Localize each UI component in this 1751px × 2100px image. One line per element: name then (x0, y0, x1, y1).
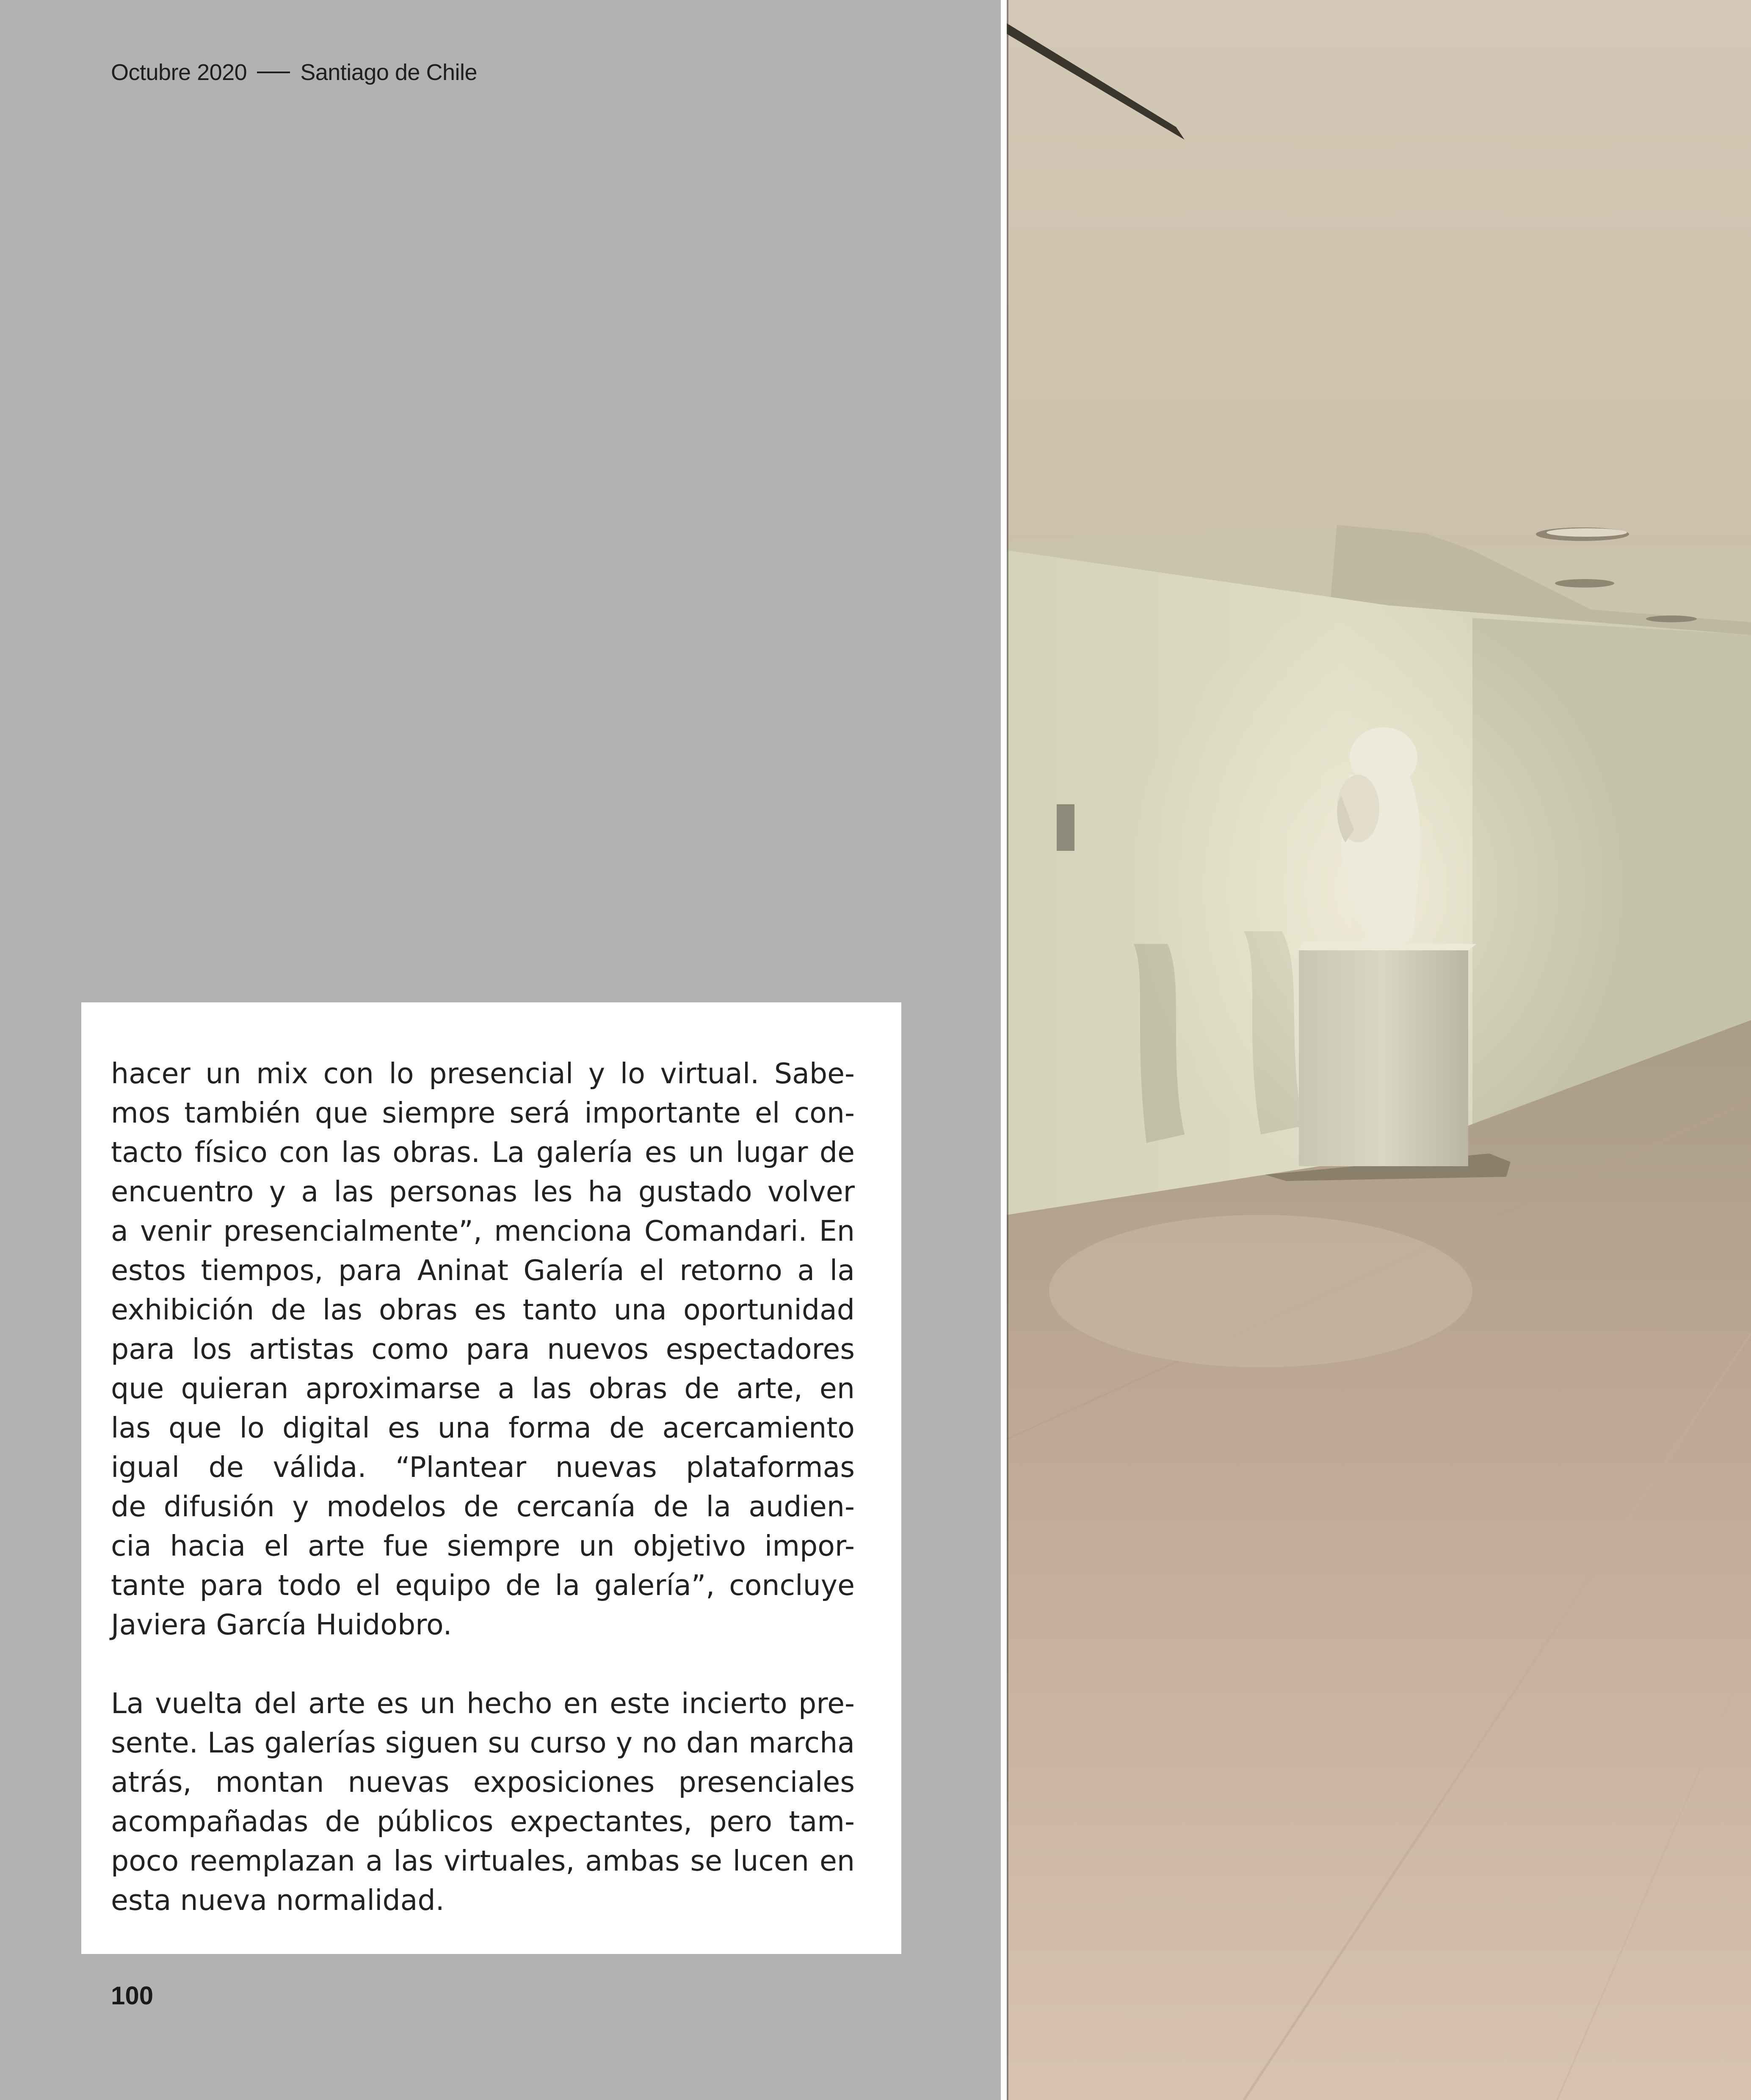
paragraph-1 (111, 1054, 855, 1645)
text-line: estos tiempos, para Aninat Galería el retorno a la (111, 1254, 855, 1287)
text-line: acompañadas de públicos expectantes, pero tam- (111, 1805, 855, 1838)
text-line: a venir presencialmente”, menciona Comandari. En (111, 1214, 855, 1247)
header-location: Santiago de Chile (300, 60, 478, 85)
text-line: las que lo digital es una forma de acercamiento (111, 1411, 855, 1444)
page-number: 100 (111, 1981, 154, 2010)
text-line: tacto físico con las obras. La galería es un lugar de (111, 1136, 855, 1169)
text-line: mos también que siempre será importante el con- (111, 1096, 855, 1129)
text-line: hacer un mix con lo presencial y lo virtual. Sabe- (111, 1057, 855, 1090)
paragraph-2 (111, 1684, 855, 1920)
article-text-box (81, 1002, 901, 1954)
text-line: cia hacia el arte fue siempre un objetivo impor- (111, 1529, 855, 1562)
text-line: Javiera García Huidobro. (111, 1608, 452, 1641)
page-header (111, 59, 477, 86)
text-line: atrás, montan nuevas exposiciones presenciales (111, 1766, 855, 1799)
text-line: poco reemplazan a las virtuales, ambas se lucen en (111, 1844, 855, 1877)
text-line: de difusión y modelos de cercanía de la audien- (111, 1490, 855, 1523)
text-line: exhibición de las obras es tanto una oportunidad (111, 1293, 855, 1326)
text-line: esta nueva normalidad. (111, 1884, 445, 1917)
text-line: La vuelta del arte es un hecho en este incierto pre- (111, 1687, 855, 1720)
text-line: igual de válida. “Plantear nuevas plataformas (111, 1451, 855, 1484)
text-line: para los artistas como para nuevos espectadores (111, 1333, 855, 1366)
text-line: encuentro y a las personas les ha gustado volver (111, 1175, 855, 1208)
gallery-photo (1007, 0, 1751, 2100)
text-line: que quieran aproximarse a las obras de arte, en (111, 1372, 855, 1405)
text-line: sente. Las galerías siguen su curso y no dan marcha (111, 1726, 855, 1759)
page-gutter (1001, 0, 1007, 2100)
article-body (111, 1054, 855, 1920)
header-dash (257, 72, 290, 73)
header-date: Octubre 2020 (111, 60, 247, 85)
text-line: tante para todo el equipo de la galería”, concluye (111, 1569, 855, 1602)
